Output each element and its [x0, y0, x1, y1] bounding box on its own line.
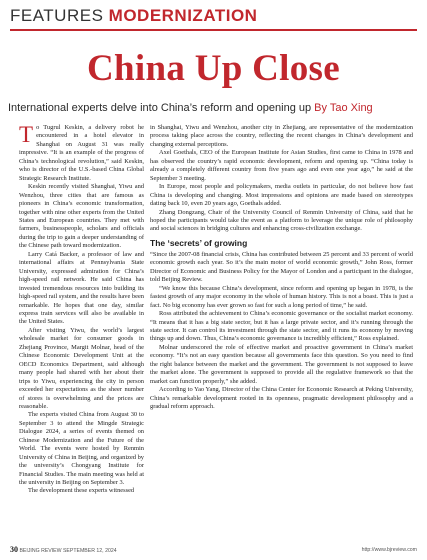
article-subtitle-line: [8, 101, 423, 115]
header-rule: [10, 29, 417, 31]
section-label: FEATURES: [10, 6, 104, 25]
paragraph: “Since the 2007-08 financial crisis, China has contributed between 25 percent and 33 percent of world economic growth each year. So it’s the main motor of world economic growth,” John Ross, former Director of Economic and Business Policy for the Mayor of London and a participant in the dialogue, told Beijing Review.: [150, 250, 413, 284]
paragraph: The experts visited China from August 30 to September 3 to attend the Mingde Strategic Dialogue 2024, a series of events themed on Chinese Modernization and the Future of the World. The events were hosted by Renmin University of China in Beijing, and organized by the university’s Chongyang Institute for Financial Studies. The main meeting was held at the university in Beijing on September 3.: [19, 411, 144, 487]
article-title: China Up Close: [87, 48, 340, 89]
paragraph: According to Yao Yang, Director of the China Center for Economic Research at Peking University, China’s remarkable development rooted in its openness, pragmatic development philosophy and a gradual reform approach.: [150, 386, 413, 411]
paragraph: After visiting Yiwu, the world’s largest wholesale market for consumer goods in Zhejiang Province, Margit Molnar, head of the Chinese Economic Development Unit at the OECD Economics Department, said although many people had shared with her about their trips to Yiwu, experiencing the city in person exceeded her expectations as the sheer number of stores is overwhelming and the prices are reasonable.: [19, 326, 144, 410]
paragraph: Keskin recently visited Shanghai, Yiwu and Wenzhou, three cities that are famous as pioneers in China’s economic transformation, together with nine other experts from the United States and European countries. They met with farmers, businesspeople, scholars and officials during the trip to gain a deeper understanding of the Chinese path toward modernization.: [19, 183, 144, 250]
section-header: [10, 6, 257, 26]
website-link[interactable]: http://www.bjreview.com: [361, 547, 417, 553]
section-subhead: The ‘secrets’ of growing: [150, 237, 248, 248]
paragraph-text: o Tugrul Keskin, a delivery robot he encountered in a hotel elevator in Shanghai on August 31 was really impressive. “It is an example of the progress of China’s technological revolution,” said Keskin, who is director of the U.S.-based China Global Strategic Research Institute.: [19, 124, 144, 182]
paragraph: Zhang Dongzang, Chair of the University Council of Renmin University of China, said that he hoped the participants would take the event as a platform to leverage the unique role of philosophy and social sciences in bridging cultures and enhancing cross-civilization exchange.: [150, 208, 413, 233]
paragraph: “We know this because China’s development, since reform and opening up began in 1978, is the fastest growth of any major economy in the whole of human history. This is not a boast. This is just a fact. No big economy has ever grown so fast for such a long period of time,” he said.: [150, 284, 413, 309]
page-number: 30: [10, 545, 18, 554]
article-column-left: [19, 124, 144, 496]
paragraph: Molnar underscored the role of effective market and proactive government in China’s market economy. “It’s not an easy question because all governments face this question. So you need to find the right balance between the market and the government. The government is not supposed to leave the market alone. The government is supposed to provide all the regulative framework so that the market can function properly,” she added.: [150, 343, 413, 385]
paragraph: Larry Catá Backer, a professor of law and international affairs at Pennsylvania State University, expressed admiration for China’s high-speed rail network. He said China has invested tremendous resources into building its high-speed rail system, and the results have been remarkable. He hopes that one day, similar express train services will also be available in the United States.: [19, 250, 144, 326]
publication-info: BEIJING REVIEW SEPTEMBER 12, 2024: [19, 548, 117, 554]
drop-cap: T: [19, 122, 34, 147]
article-subtitle: International experts delve into China’s reform and opening up: [8, 102, 312, 114]
paragraph: The development these experts witnessed: [28, 487, 135, 495]
article-column-right: [150, 124, 413, 412]
paragraph: [19, 124, 144, 183]
paragraph: in Shanghai, Yiwu and Wenzhou, another city in Zhejiang, are representative of the modernization process taking place across the country, reflecting the recent changes in China’s development and changing external perceptions.: [150, 124, 413, 148]
footer-left: [10, 546, 117, 555]
paragraph: Ross attributed the achievement to China’s economic governance or the socialist market economy. “It means that it has a big state sector, but it has a large private sector, and it’s running through the state sector. It can control its investment through the state sector, and it runs its economy by moving things up and down. Thus, China’s economic governance is incredibly efficient,” Ross explained.: [150, 310, 413, 343]
paragraph: In Europe, most people and policymakers, media outlets in particular, do not believe how fast China is developing and changing. Most impressions and opinions are made based on stereotypes dating back 10, even 20 years ago, Goethals added.: [150, 183, 413, 208]
section-topic: MODERNIZATION: [108, 6, 258, 25]
article-byline: By Tao Xing: [314, 102, 373, 114]
paragraph: Axel Goethals, CEO of the European Institute for Asian Studies, first came to China in 1978 and has observed the country’s rapid economic development, reform and opening up. “China today is already a completely different country from five years ago and even one year ago,” he said at the September 3 meeting.: [150, 149, 413, 182]
